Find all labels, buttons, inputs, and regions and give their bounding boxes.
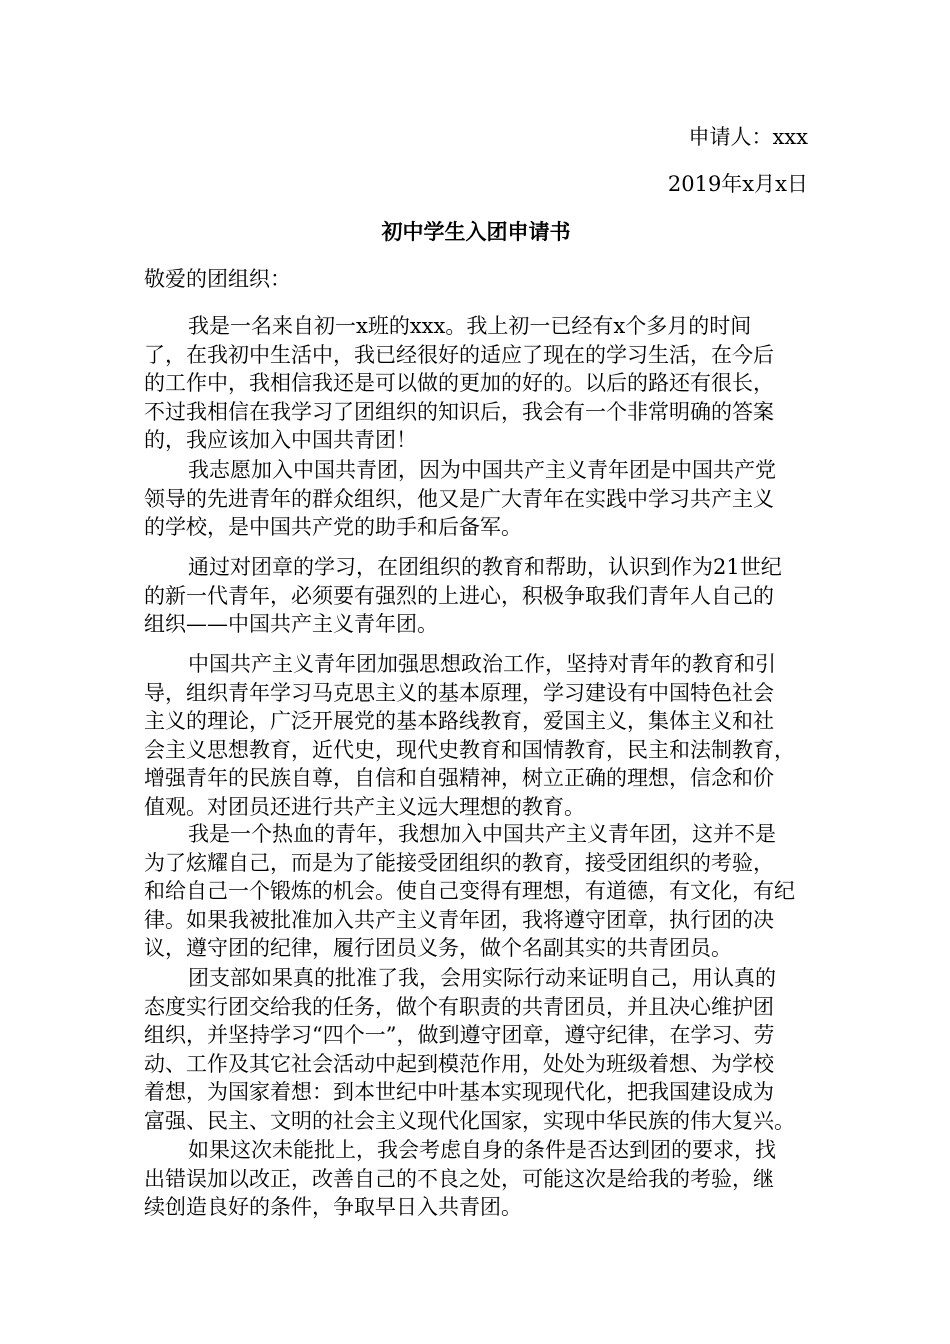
salutation: 敬爱的团组织： (144, 267, 291, 291)
paragraph-4 (144, 650, 808, 821)
paragraph-line: 不过我相信在我学习了团组织的知识后，我会有一个非常明确的答案 (144, 399, 774, 424)
paragraph-line: 我志愿加入中国共青团，因为中国共产主义青年团是中国共产党 (188, 458, 776, 482)
paragraph-3 (144, 553, 808, 639)
paragraph-line: 组织——中国共产主义青年团。 (144, 612, 438, 636)
paragraph-line: 我是一名来自初一x班的xxx。我上初一已经有x个多月的时间 (188, 314, 752, 338)
paragraph-line: 富强、民主、文明的社会主义现代化国家，实现中华民族的伟大复兴。 (144, 1108, 795, 1133)
paragraph-line: 导，组织青年学习马克思主义的基本原理，学习建设有中国特色社会 (144, 680, 774, 705)
paragraph-line: 的学校，是中国共产党的助手和后备军。 (144, 515, 522, 539)
paragraph-line: 我是一个热血的青年，我想加入中国共产主义青年团，这并不是 (188, 822, 776, 846)
paragraph-line: 着想，为国家着想：到本世纪中叶基本实现现代化，把我国建设成为 (144, 1080, 774, 1104)
paragraph-line: 的新一代青年，必须要有强烈的上进心，积极争取我们青年人自己的 (144, 583, 774, 608)
paragraph-line: 议，遵守团的纪律，履行团员义务，做个名副其实的共青团员。 (144, 936, 732, 960)
paragraph-line: 值观。对团员还进行共产主义远大理想的教育。 (144, 794, 585, 819)
paragraph-line: 主义的理论，广泛开展党的基本路线教育，爱国主义，集体主义和社 (144, 709, 774, 733)
paragraph-line: 律。如果我被批准加入共产主义青年团，我将遵守团章，执行团的决 (144, 907, 774, 932)
paragraph-line: 增强青年的民族自尊，自信和自强精神，树立正确的理想，信念和价 (144, 766, 774, 790)
paragraph-line: 的，我应该加入中国共青团！ (144, 428, 417, 452)
paragraph-7 (144, 1136, 808, 1222)
paragraph-line: 中国共产主义青年团加强思想政治工作，坚持对青年的教育和引 (188, 652, 776, 676)
paragraph-line: 了，在我初中生活中，我已经很好的适应了现在的学习生活，在今后 (144, 342, 774, 367)
paragraph-line: 会主义思想教育，近代史，现代史教育和国情教育，民主和法制教育， (144, 737, 795, 762)
paragraph-line: 如果这次未能批上，我会考虑自身的条件是否达到团的要求，找 (188, 1138, 776, 1162)
paragraph-line: 通过对团章的学习，在团组织的教育和帮助，认识到作为21世纪 (188, 555, 782, 579)
paragraph-1 (144, 312, 808, 455)
paragraph-line: 的工作中，我相信我还是可以做的更加的好的。以后的路还有很长， (144, 371, 774, 395)
paragraph-line: 动、工作及其它社会活动中起到模范作用，处处为班级着想、为学校 (144, 1051, 774, 1076)
paragraph-5 (144, 820, 808, 963)
paragraph-line: 态度实行团交给我的任务，做个有职责的共青团员，并且决心维护团 (144, 994, 774, 1019)
paragraph-6 (144, 964, 808, 1135)
paragraph-line: 组织，并坚持学习“四个一”，做到遵守团章，遵守纪律，在学习、劳 (144, 1023, 775, 1047)
paragraph-line: 出错误加以改正，改善自己的不良之处，可能这次是给我的考验，继 (144, 1166, 774, 1191)
paragraph-line: 续创造良好的条件，争取早日入共青团。 (144, 1195, 522, 1219)
applicant-line: 申请人：xxx (688, 125, 808, 149)
paragraph-line: 和给自己一个锻炼的机会。使自己变得有理想，有道德，有文化，有纪 (144, 879, 795, 903)
date-line: 2019年x月x日 (667, 172, 808, 196)
paragraph-line: 领导的先进青年的群众组织，他又是广大青年在实践中学习共产主义 (144, 486, 774, 511)
paragraph-line: 团支部如果真的批准了我，会用实际行动来证明自己，用认真的 (188, 966, 776, 990)
document-title: 初中学生入团申请书 (381, 219, 571, 244)
paragraph-line: 为了炫耀自己，而是为了能接受团组织的教育，接受团组织的考验， (144, 850, 774, 875)
paragraph-2 (144, 456, 808, 542)
